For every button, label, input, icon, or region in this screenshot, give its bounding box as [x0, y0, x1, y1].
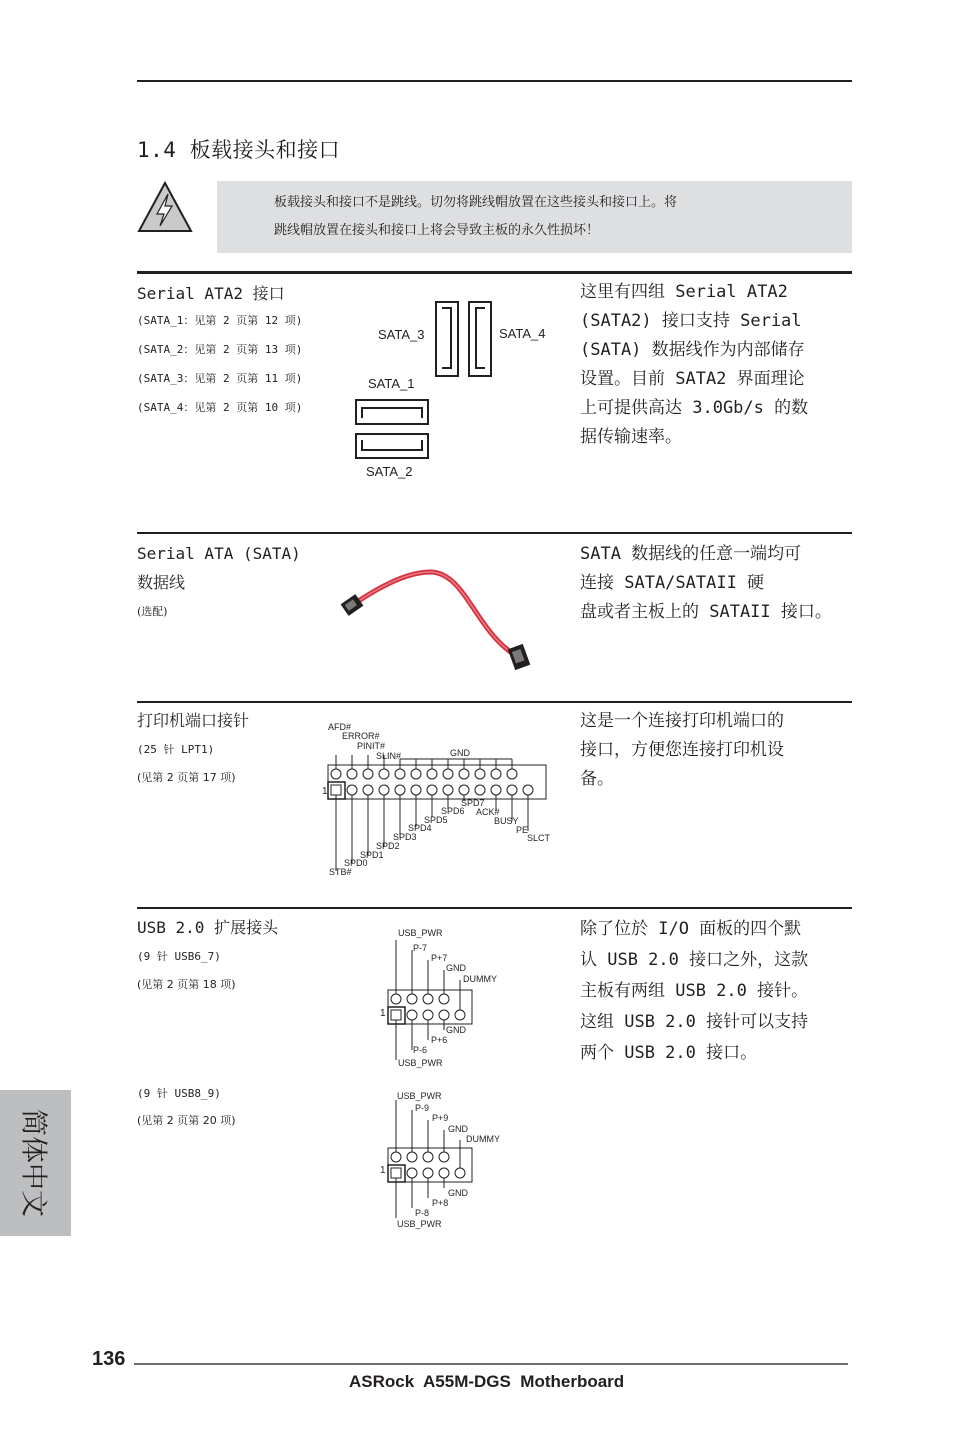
footer-product-name: ASRock A55M-DGS Motherboard	[349, 1372, 625, 1391]
warning-icon	[136, 180, 194, 236]
usb1-label-p-plus-7: P+7	[431, 953, 448, 963]
usb-desc-line: 主板有两组 USB 2.0 接针。	[580, 981, 809, 1001]
printer-label-afd: AFD#	[328, 722, 352, 732]
printer-label-spd4: SPD4	[408, 823, 432, 833]
usb-desc-line: 认 USB 2.0 接口之外，这款	[580, 950, 809, 970]
printer-desc-line: 备。	[580, 769, 614, 789]
printer-label-spd1: SPD1	[360, 850, 384, 860]
sata2-refs	[137, 306, 302, 422]
footer-rule	[134, 1363, 848, 1365]
printer-ref: (见第 2 页第 17 项)	[137, 771, 236, 784]
usb2-label-p-plus-8: P+8	[432, 1198, 449, 1208]
top-rule	[137, 80, 852, 82]
sata2-desc-line: 据传输速率。	[580, 427, 682, 447]
section-heading: 1.4 板载接头和接口	[137, 138, 341, 162]
usb-desc-line: 这组 USB 2.0 接针可以支持	[580, 1012, 809, 1032]
sata-3-label: SATA_3	[378, 327, 425, 342]
printer-label-slin: SLIN#	[376, 751, 402, 761]
sata-4-label: SATA_4	[499, 326, 546, 341]
usb2-label-dummy: DUMMY	[466, 1134, 500, 1144]
usb-desc-line: 两个 USB 2.0 接口。	[580, 1043, 758, 1063]
printer-label-busy: BUSY	[494, 816, 519, 826]
printer-label-spd0: SPD0	[344, 858, 368, 868]
printer-desc-line: 接口，方便您连接打印机设	[580, 740, 784, 760]
usb2-pin1-label: 1	[380, 1165, 386, 1176]
usb1-pin1-label: 1	[380, 1008, 386, 1019]
sata-cable-image	[335, 560, 545, 675]
printer-label-stb: STB#	[329, 867, 352, 877]
sata-2-label: SATA_2	[366, 464, 413, 479]
usb1-header-diagram	[380, 936, 490, 1066]
usb1-label-gnd-top: GND	[446, 963, 466, 973]
printer-label-spd2: SPD2	[376, 841, 400, 851]
usb2-label-gnd-top: GND	[448, 1124, 468, 1134]
section-rule-usb	[137, 907, 852, 909]
printer-label-ack: ACK#	[476, 807, 500, 817]
printer-label-error: ERROR#	[342, 731, 380, 741]
usb1-label-p-minus-6: P-6	[413, 1045, 428, 1055]
sata-cable-title-2: 数据线	[137, 573, 186, 592]
printer-label-spd3: SPD3	[393, 832, 417, 842]
sata2-desc-line: 这里有四组 Serial ATA2	[580, 282, 788, 302]
usb-ref-2: (见第 2 页第 20 项)	[137, 1114, 236, 1127]
usb2-label-gnd-bottom: GND	[448, 1188, 468, 1198]
usb2-label-usb-pwr-bottom: USB_PWR	[397, 1219, 442, 1229]
language-side-tab-label: 简体中文	[17, 1109, 48, 1217]
sata2-ref-2: (SATA_2：见第 2 页第 13 项)	[137, 343, 303, 356]
usb2-label-p-plus-9: P+9	[432, 1113, 449, 1123]
language-side-tab	[0, 1090, 71, 1236]
sata2-title: Serial ATA2 接口	[137, 284, 285, 303]
printer-label-gnd: GND	[450, 748, 470, 758]
usb2-label-p-minus-9: P-9	[415, 1103, 430, 1113]
printer-label-spd5: SPD5	[424, 815, 448, 825]
usb2-label-usb-pwr-top: USB_PWR	[397, 1091, 442, 1101]
sata2-ref-4: (SATA_4：见第 2 页第 10 项)	[137, 401, 303, 414]
usb1-label-usb-pwr-bottom: USB_PWR	[398, 1058, 443, 1068]
printer-description	[580, 707, 784, 794]
printer-label-slct: SLCT	[527, 833, 551, 843]
sata2-ref-1: (SATA_1：见第 2 页第 12 项)	[137, 314, 303, 327]
printer-label-pinit: PINIT#	[357, 741, 386, 751]
usb2-label-p-minus-8: P-8	[415, 1208, 430, 1218]
section-rule-printer	[137, 701, 852, 703]
usb1-label-p-minus-7: P-7	[413, 943, 428, 953]
usb1-label-p-plus-6: P+6	[431, 1035, 448, 1045]
sata-cable-desc-line: SATA 数据线的任意一端均可	[580, 544, 802, 564]
usb-description	[580, 914, 808, 1069]
printer-title: 打印机端口接针	[137, 711, 250, 730]
usb-title: USB 2.0 扩展接头	[137, 918, 279, 937]
sata-cable-note: (选配)	[137, 605, 168, 618]
usb-pins-2: (9 针 USB8_9)	[137, 1087, 221, 1100]
sata2-desc-line: 上可提供高达 3.0Gb/s 的数	[580, 398, 809, 418]
sata-cable-description	[580, 540, 832, 627]
sata2-description	[580, 278, 808, 452]
sata-cable-desc-line: 盘或者主板上的 SATAII 接口。	[580, 602, 832, 622]
sata2-ref-3: (SATA_3：见第 2 页第 11 项)	[137, 372, 303, 385]
usb-pins-1: (9 针 USB6_7)	[137, 950, 221, 963]
usb1-label-gnd-bottom: GND	[446, 1025, 466, 1035]
section-rule-sata2	[137, 271, 852, 274]
usb-ref-1: (见第 2 页第 18 项)	[137, 978, 236, 991]
sata-cable-desc-line: 连接 SATA/SATAII 硬	[580, 573, 765, 593]
warning-line-1: 板载接头和接口不是跳线。切勿将跳线帽放置在这些接头和接口上。将	[274, 195, 678, 210]
sata2-desc-line: 设置。目前 SATA2 界面理论	[580, 369, 805, 389]
printer-label-spd7: SPD7	[461, 798, 485, 808]
printer-desc-line: 这是一个连接打印机端口的	[580, 711, 784, 731]
sata2-desc-line: (SATA) 数据线作为内部储存	[580, 340, 805, 360]
usb1-label-dummy: DUMMY	[463, 974, 497, 984]
sata-1-label: SATA_1	[368, 376, 415, 391]
printer-label-pe: PE	[516, 825, 529, 835]
usb-desc-line: 除了位於 I/O 面板的四个默	[580, 919, 802, 939]
usb1-label-usb-pwr-top: USB_PWR	[398, 928, 443, 938]
printer-pin1-label: 1	[322, 786, 328, 797]
warning-box	[217, 181, 852, 253]
printer-pins: (25 针 LPT1)	[137, 743, 215, 756]
section-rule-sata-cable	[137, 532, 852, 534]
printer-label-spd6: SPD6	[441, 806, 465, 816]
sata-cable-title-1: Serial ATA (SATA)	[137, 544, 301, 563]
page-number: 136	[92, 1348, 126, 1370]
warning-line-2: 跳线帽放置在接头和接口上将会导致主板的永久性损坏！	[274, 223, 600, 238]
sata2-desc-line: (SATA2) 接口支持 Serial	[580, 311, 802, 331]
